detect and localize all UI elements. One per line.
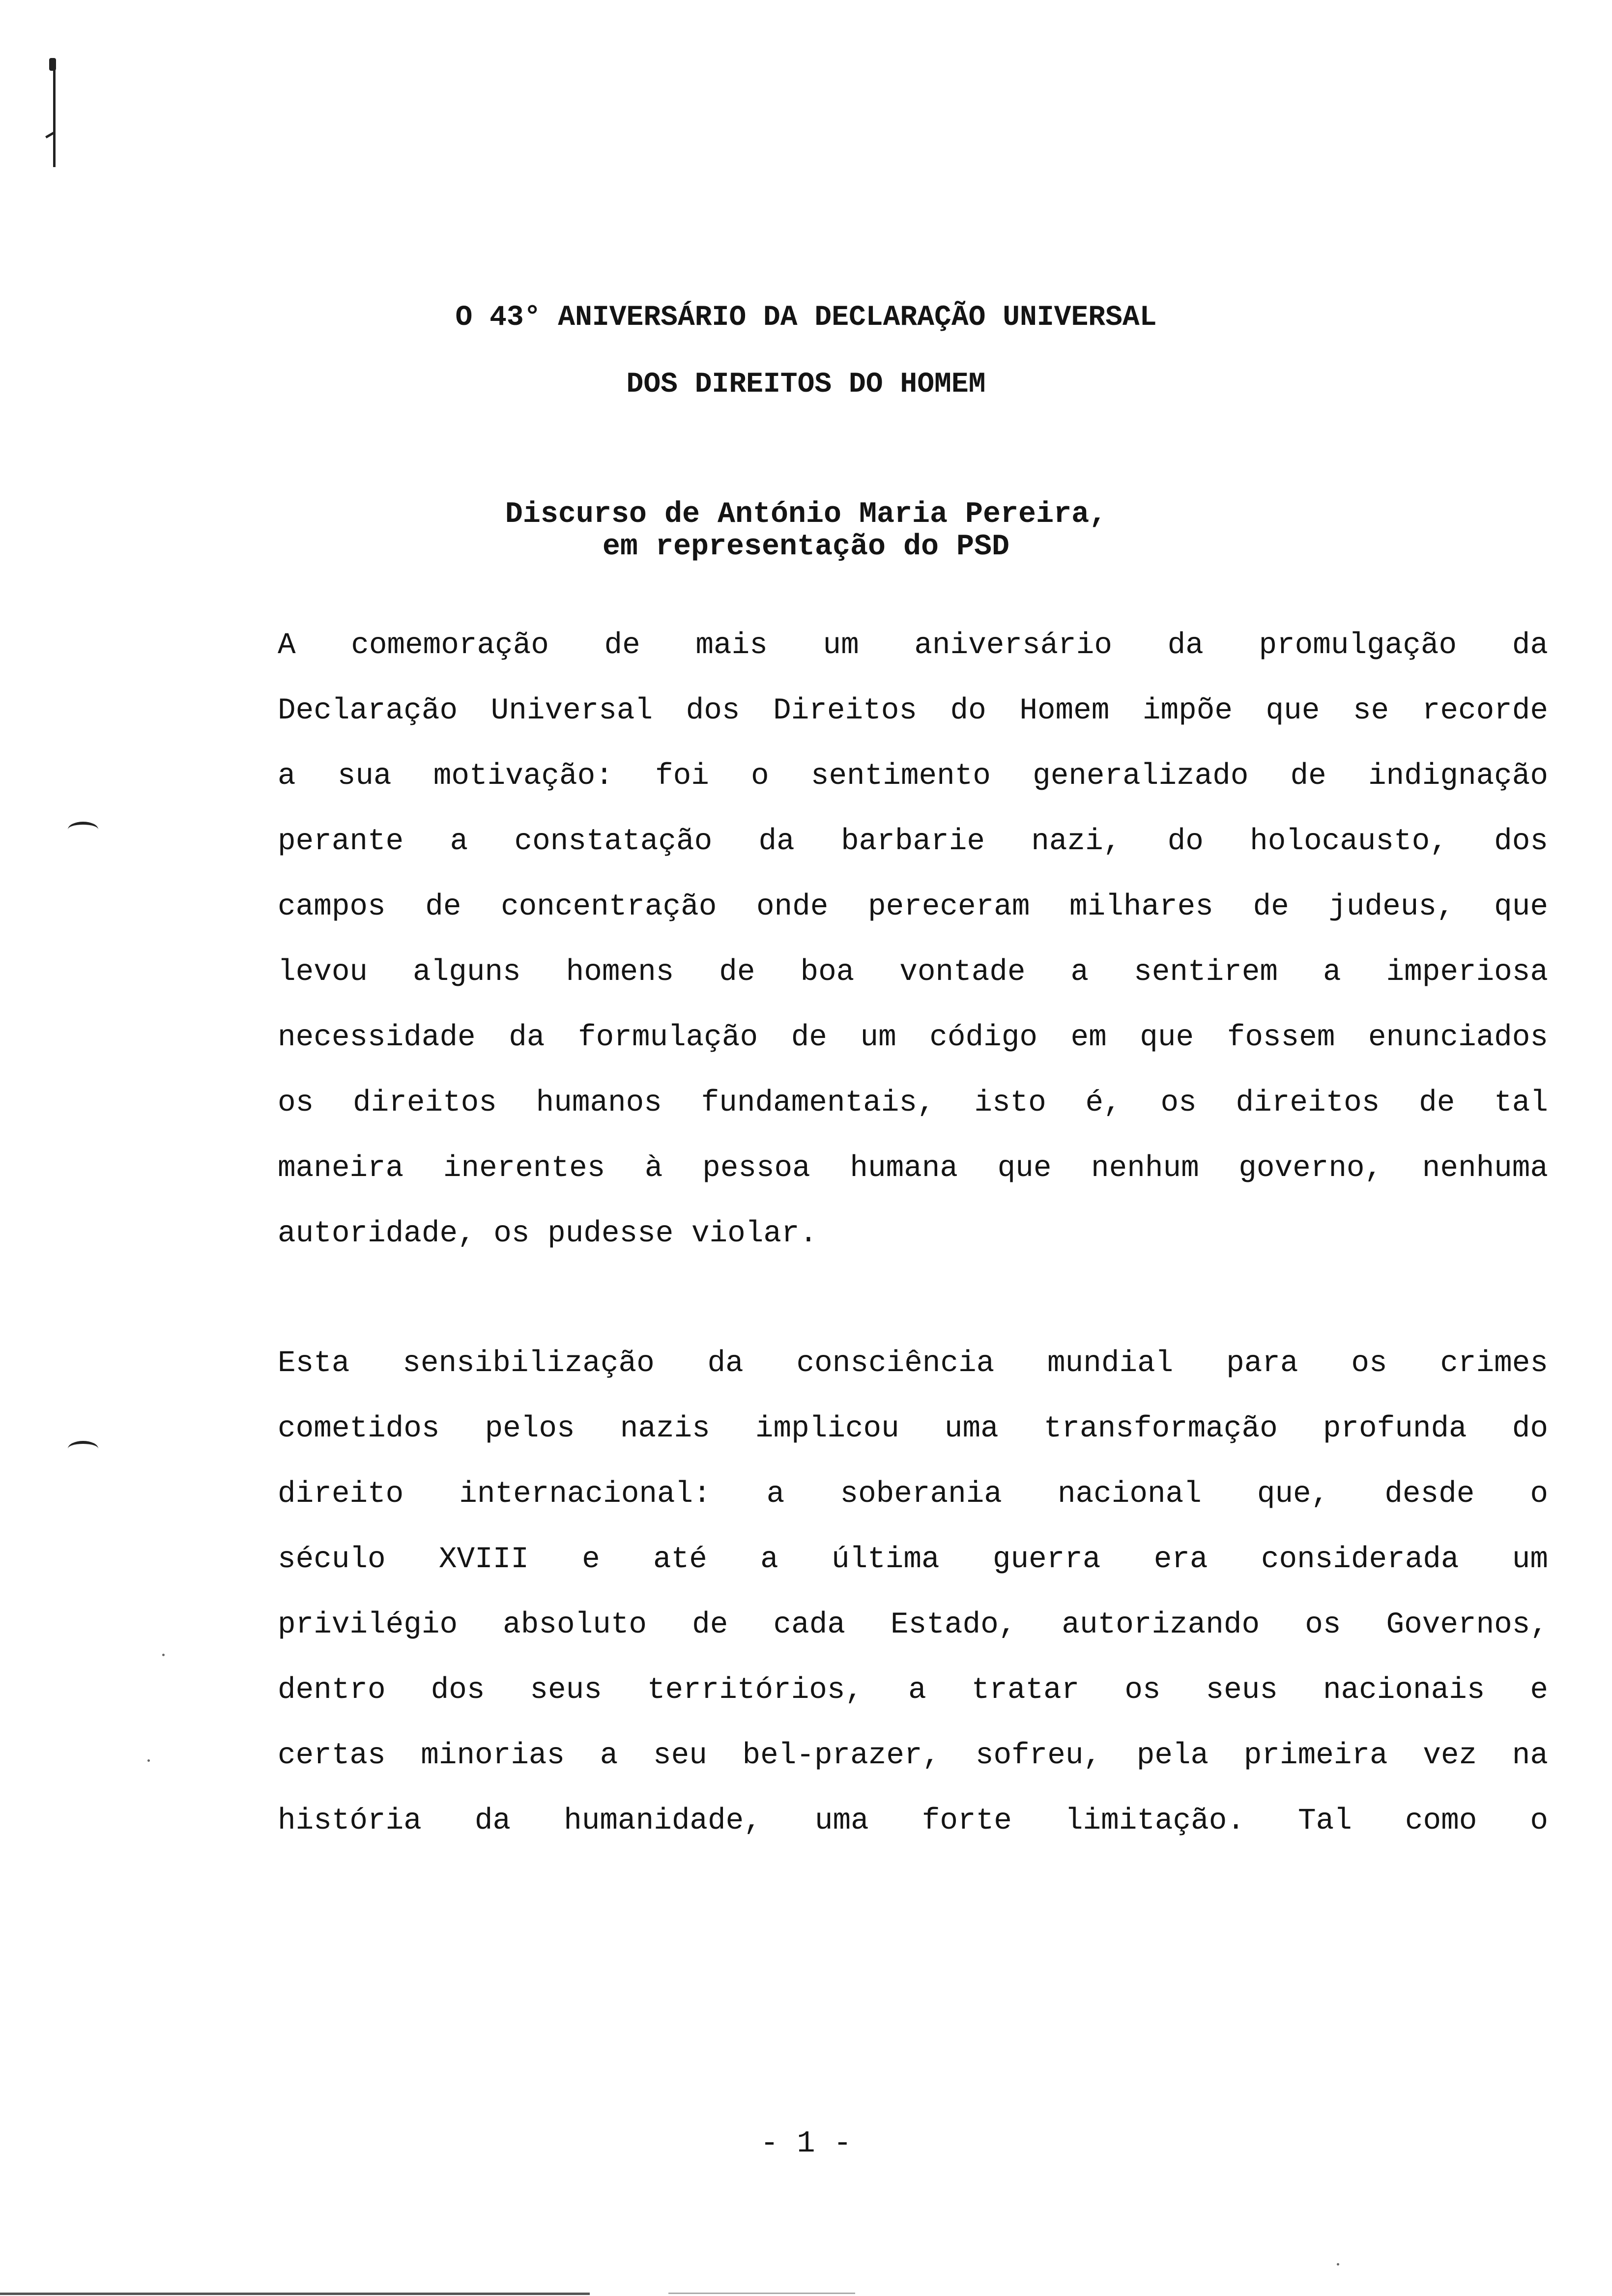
text-line: Esta sensibilização da consciência mundial para os crimes (278, 1347, 1548, 1380)
scan-speck (1337, 2263, 1339, 2266)
text-line: autoridade, os pudesse violar. (278, 1217, 818, 1251)
scan-edge-line (0, 2293, 590, 2295)
text-line: levou alguns homens de boa vontade a sentirem a imperiosa (278, 955, 1548, 989)
text-line: A comemoração de mais um aniversário da promulgação da (278, 629, 1548, 662)
scan-speck (162, 1654, 165, 1656)
text-line: século XVIII e até a última guerra era considerada um (278, 1543, 1548, 1577)
paragraph-2 (278, 1331, 1548, 1854)
punch-hole-mark (68, 1441, 98, 1457)
text-line: a sua motivação: foi o sentimento generalizado de indignação (278, 759, 1548, 793)
text-line: maneira inerentes à pessoa humana que nenhum governo, nenhuma (278, 1151, 1548, 1185)
document-title: O 43° ANIVERSÁRIO DA DECLARAÇÃO UNIVERSAL (455, 302, 1157, 334)
document-subtitle: Discurso de António Maria Pereira, (505, 498, 1107, 531)
scan-edge-line (668, 2293, 855, 2294)
text-line: certas minorias a seu bel-prazer, sofreu, pela primeira vez na (278, 1739, 1548, 1773)
document-title-line2: DOS DIREITOS DO HOMEM (626, 369, 986, 401)
scan-speck (147, 1759, 150, 1762)
paragraph-1 (278, 613, 1548, 1266)
text-line: campos de concentração onde pereceram milhares de judeus, que (278, 890, 1548, 924)
scan-margin-mark (53, 59, 56, 167)
text-line: Declaração Universal dos Direitos do Homem impõe que se recorde (278, 694, 1548, 728)
text-line: perante a constatação da barbarie nazi, do holocausto, dos (278, 825, 1548, 859)
document-subtitle-line2: em representação do PSD (602, 530, 1010, 564)
text-line: história da humanidade, uma forte limitação. Tal como o (278, 1804, 1548, 1838)
text-line: privilégio absoluto de cada Estado, autorizando os Governos, (278, 1608, 1548, 1642)
page-number: - 1 - (760, 2126, 852, 2161)
scan-margin-mark (49, 58, 56, 71)
text-line: os direitos humanos fundamentais, isto é, os direitos de tal (278, 1086, 1548, 1120)
text-line: cometidos pelos nazis implicou uma transformação profunda do (278, 1412, 1548, 1446)
punch-hole-mark (68, 822, 98, 837)
text-line: direito internacional: a soberania nacional que, desde o (278, 1477, 1548, 1511)
text-line: necessidade da formulação de um código em que fossem enunciados (278, 1021, 1548, 1055)
text-line: dentro dos seus territórios, a tratar os seus nacionais e (278, 1673, 1548, 1707)
